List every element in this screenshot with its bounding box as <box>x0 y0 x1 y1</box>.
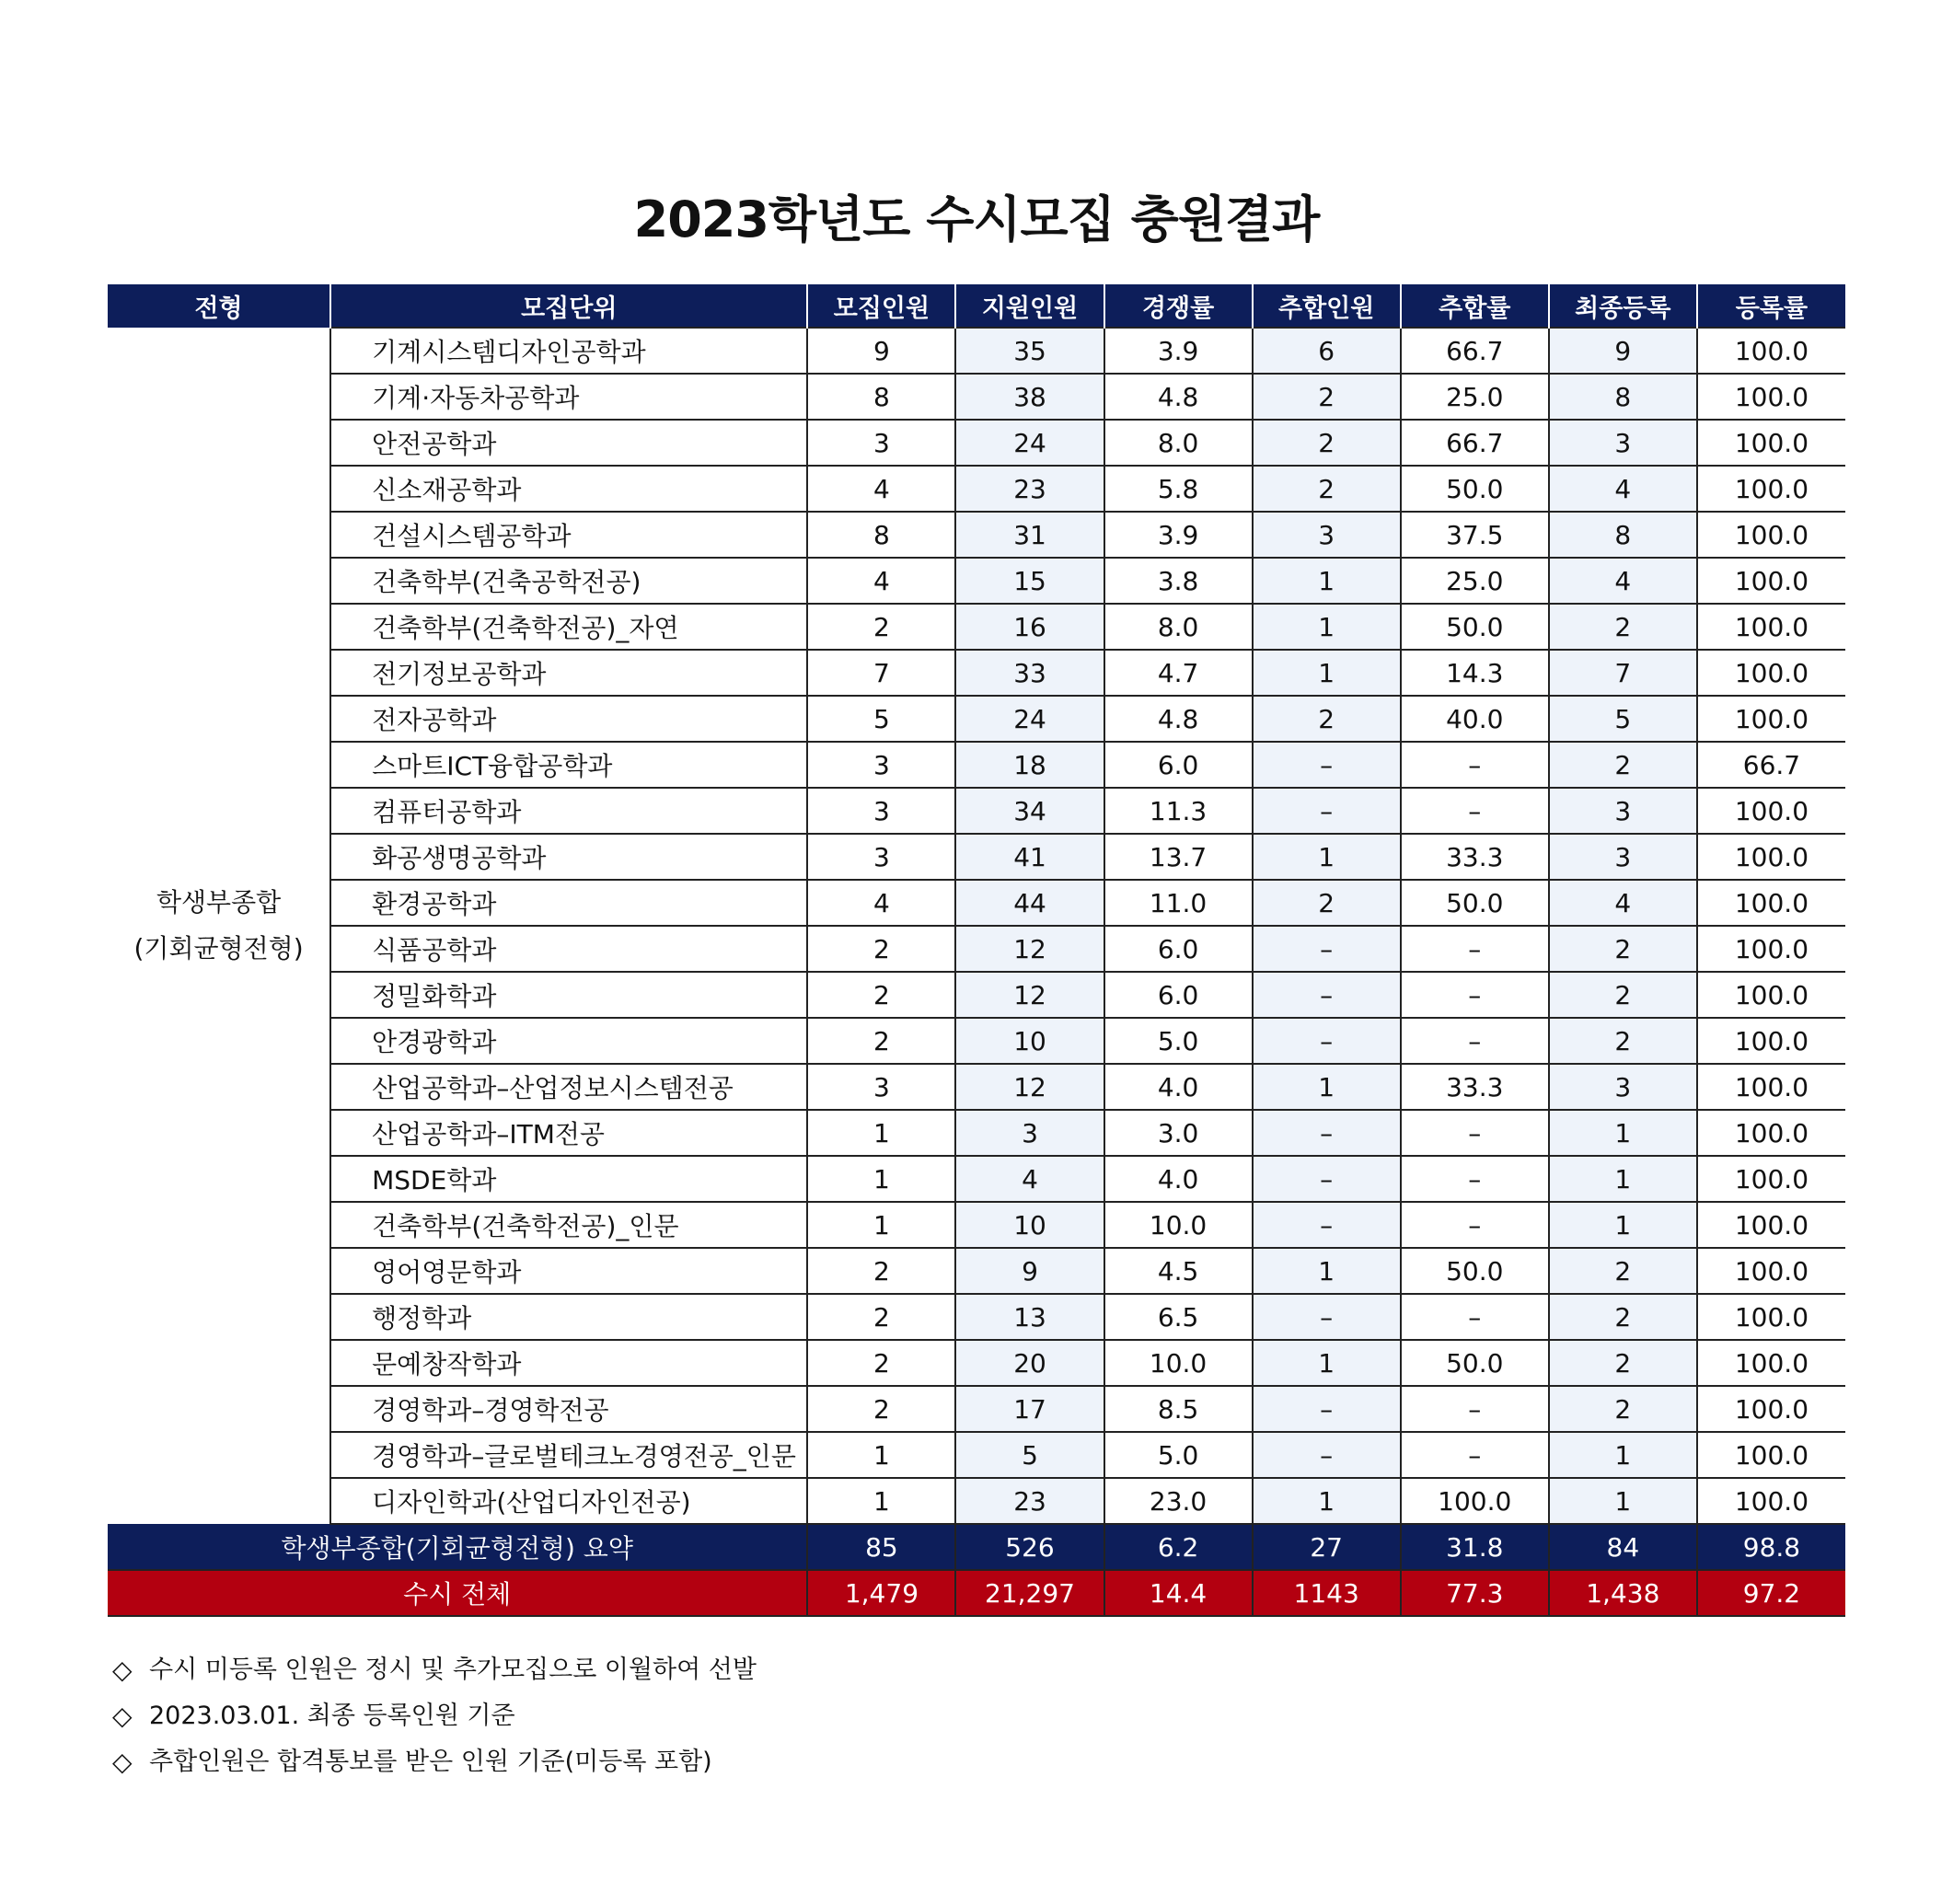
cell-registration-rate: 100.0 <box>1697 604 1845 650</box>
cell-additional: – <box>1253 1294 1401 1340</box>
cell-final: 3 <box>1549 788 1697 834</box>
cell-registration-rate: 100.0 <box>1697 788 1845 834</box>
total-row-cell: 1143 <box>1253 1570 1401 1616</box>
table-row <box>108 1386 1845 1432</box>
cell-quota: 1 <box>807 1156 955 1202</box>
cell-additional-rate: – <box>1401 1294 1549 1340</box>
table-row <box>108 972 1845 1018</box>
table-row <box>108 466 1845 512</box>
type-cell <box>108 328 330 1524</box>
cell-quota: 2 <box>807 1018 955 1064</box>
cell-additional: – <box>1253 742 1401 788</box>
cell-additional: 2 <box>1253 696 1401 742</box>
type-label-line1: 학생부종합 <box>156 887 282 917</box>
cell-registration-rate: 100.0 <box>1697 1432 1845 1478</box>
cell-applicants: 12 <box>955 926 1104 972</box>
cell-additional-rate: – <box>1401 1018 1549 1064</box>
cell-applicants: 38 <box>955 374 1104 420</box>
table-row <box>108 742 1845 788</box>
cell-additional: 1 <box>1253 1064 1401 1110</box>
cell-competition: 8.0 <box>1104 420 1253 466</box>
cell-unit: 정밀화학과 <box>330 972 807 1018</box>
cell-quota: 2 <box>807 1294 955 1340</box>
cell-quota: 1 <box>807 1478 955 1524</box>
cell-unit: 디자인학과(산업디자인전공) <box>330 1478 807 1524</box>
cell-applicants: 23 <box>955 466 1104 512</box>
note-item <box>112 1693 757 1739</box>
cell-additional-rate: 50.0 <box>1401 1340 1549 1386</box>
cell-quota: 2 <box>807 972 955 1018</box>
cell-applicants: 23 <box>955 1478 1104 1524</box>
cell-competition: 13.7 <box>1104 834 1253 880</box>
cell-quota: 4 <box>807 558 955 604</box>
cell-unit: 환경공학과 <box>330 880 807 926</box>
cell-final: 2 <box>1549 1386 1697 1432</box>
cell-competition: 3.9 <box>1104 512 1253 558</box>
cell-additional: 6 <box>1253 328 1401 374</box>
cell-quota: 8 <box>807 512 955 558</box>
header-additional-rate: 추합률 <box>1401 284 1549 328</box>
cell-competition: 5.0 <box>1104 1432 1253 1478</box>
cell-quota: 2 <box>807 1248 955 1294</box>
cell-quota: 1 <box>807 1110 955 1156</box>
table-row <box>108 834 1845 880</box>
table-row <box>108 1432 1845 1478</box>
cell-competition: 6.5 <box>1104 1294 1253 1340</box>
cell-additional-rate: – <box>1401 1110 1549 1156</box>
cell-additional-rate: 50.0 <box>1401 604 1549 650</box>
cell-additional: 1 <box>1253 1478 1401 1524</box>
cell-additional-rate: 50.0 <box>1401 880 1549 926</box>
cell-registration-rate: 100.0 <box>1697 558 1845 604</box>
cell-competition: 8.0 <box>1104 604 1253 650</box>
cell-quota: 3 <box>807 788 955 834</box>
table-row <box>108 788 1845 834</box>
cell-registration-rate: 100.0 <box>1697 1110 1845 1156</box>
cell-registration-rate: 100.0 <box>1697 1386 1845 1432</box>
cell-additional-rate: – <box>1401 972 1549 1018</box>
cell-unit: 전기정보공학과 <box>330 650 807 696</box>
cell-unit: 기계·자동차공학과 <box>330 374 807 420</box>
total-row-cell: 77.3 <box>1401 1570 1549 1616</box>
cell-final: 2 <box>1549 604 1697 650</box>
cell-final: 2 <box>1549 742 1697 788</box>
cell-applicants: 12 <box>955 972 1104 1018</box>
cell-additional-rate: 33.3 <box>1401 1064 1549 1110</box>
cell-additional: 2 <box>1253 466 1401 512</box>
cell-additional-rate: 25.0 <box>1401 558 1549 604</box>
cell-additional: – <box>1253 1202 1401 1248</box>
total-row-cell: 1,479 <box>807 1570 955 1616</box>
table-row <box>108 1340 1845 1386</box>
cell-competition: 4.0 <box>1104 1064 1253 1110</box>
cell-quota: 2 <box>807 926 955 972</box>
cell-additional: 1 <box>1253 1248 1401 1294</box>
cell-quota: 4 <box>807 880 955 926</box>
cell-quota: 9 <box>807 328 955 374</box>
cell-final: 7 <box>1549 650 1697 696</box>
cell-competition: 4.8 <box>1104 696 1253 742</box>
cell-competition: 23.0 <box>1104 1478 1253 1524</box>
table-row <box>108 1156 1845 1202</box>
total-row-cell: 1,438 <box>1549 1570 1697 1616</box>
cell-additional: – <box>1253 1018 1401 1064</box>
cell-final: 8 <box>1549 512 1697 558</box>
cell-competition: 5.0 <box>1104 1018 1253 1064</box>
cell-registration-rate: 100.0 <box>1697 1064 1845 1110</box>
cell-additional: – <box>1253 926 1401 972</box>
cell-quota: 2 <box>807 604 955 650</box>
cell-applicants: 33 <box>955 650 1104 696</box>
table-row <box>108 1248 1845 1294</box>
cell-final: 8 <box>1549 374 1697 420</box>
cell-final: 3 <box>1549 834 1697 880</box>
cell-quota: 2 <box>807 1340 955 1386</box>
summary-row-cell: 27 <box>1253 1524 1401 1570</box>
cell-applicants: 24 <box>955 420 1104 466</box>
cell-additional-rate: – <box>1401 742 1549 788</box>
cell-applicants: 10 <box>955 1202 1104 1248</box>
cell-additional-rate: 50.0 <box>1401 466 1549 512</box>
cell-applicants: 3 <box>955 1110 1104 1156</box>
total-row-label: 수시 전체 <box>108 1570 807 1616</box>
note-item <box>112 1647 757 1693</box>
cell-additional-rate: – <box>1401 1156 1549 1202</box>
cell-additional: 1 <box>1253 558 1401 604</box>
note-text: 추합인원은 합격통보를 받은 인원 기준(미등록 포함) <box>149 1748 712 1776</box>
header-type: 전형 <box>108 284 330 328</box>
cell-unit: 전자공학과 <box>330 696 807 742</box>
cell-registration-rate: 100.0 <box>1697 1202 1845 1248</box>
summary-row-cell: 526 <box>955 1524 1104 1570</box>
cell-applicants: 24 <box>955 696 1104 742</box>
cell-competition: 3.9 <box>1104 328 1253 374</box>
cell-unit: 안경광학과 <box>330 1018 807 1064</box>
diamond-icon: ◇ <box>112 1747 133 1777</box>
table-row <box>108 1478 1845 1524</box>
cell-registration-rate: 100.0 <box>1697 1294 1845 1340</box>
cell-unit: 경영학과–글로벌테크노경영전공_인문 <box>330 1432 807 1478</box>
summary-row-cell: 98.8 <box>1697 1524 1845 1570</box>
summary-row <box>108 1524 1845 1570</box>
cell-final: 1 <box>1549 1110 1697 1156</box>
cell-additional-rate: 40.0 <box>1401 696 1549 742</box>
cell-additional: 2 <box>1253 374 1401 420</box>
cell-additional-rate: 50.0 <box>1401 1248 1549 1294</box>
table-row <box>108 650 1845 696</box>
cell-quota: 3 <box>807 742 955 788</box>
table-row <box>108 1018 1845 1064</box>
cell-additional-rate: – <box>1401 1386 1549 1432</box>
cell-additional: 1 <box>1253 604 1401 650</box>
cell-unit: 산업공학과–산업정보시스템전공 <box>330 1064 807 1110</box>
cell-additional-rate: 100.0 <box>1401 1478 1549 1524</box>
header-quota: 모집인원 <box>807 284 955 328</box>
cell-applicants: 35 <box>955 328 1104 374</box>
cell-additional: – <box>1253 1156 1401 1202</box>
cell-competition: 4.5 <box>1104 1248 1253 1294</box>
cell-final: 2 <box>1549 1294 1697 1340</box>
table-body <box>108 328 1845 1616</box>
cell-quota: 3 <box>807 834 955 880</box>
table-row <box>108 1064 1845 1110</box>
cell-applicants: 41 <box>955 834 1104 880</box>
cell-quota: 1 <box>807 1432 955 1478</box>
cell-applicants: 12 <box>955 1064 1104 1110</box>
cell-additional: – <box>1253 972 1401 1018</box>
cell-competition: 3.0 <box>1104 1110 1253 1156</box>
cell-additional: – <box>1253 1386 1401 1432</box>
cell-competition: 6.0 <box>1104 742 1253 788</box>
cell-additional: 1 <box>1253 834 1401 880</box>
cell-competition: 11.3 <box>1104 788 1253 834</box>
cell-final: 2 <box>1549 926 1697 972</box>
cell-competition: 4.0 <box>1104 1156 1253 1202</box>
header-unit: 모집단위 <box>330 284 807 328</box>
cell-competition: 10.0 <box>1104 1202 1253 1248</box>
cell-applicants: 17 <box>955 1386 1104 1432</box>
note-text: 2023.03.01. 최종 등록인원 기준 <box>149 1702 515 1730</box>
cell-registration-rate: 100.0 <box>1697 650 1845 696</box>
cell-final: 1 <box>1549 1432 1697 1478</box>
cell-unit: MSDE학과 <box>330 1156 807 1202</box>
total-row-cell: 21,297 <box>955 1570 1104 1616</box>
cell-final: 2 <box>1549 1018 1697 1064</box>
cell-additional-rate: 66.7 <box>1401 328 1549 374</box>
cell-registration-rate: 100.0 <box>1697 972 1845 1018</box>
cell-quota: 5 <box>807 696 955 742</box>
cell-additional-rate: – <box>1401 1202 1549 1248</box>
cell-applicants: 20 <box>955 1340 1104 1386</box>
cell-registration-rate: 100.0 <box>1697 1478 1845 1524</box>
cell-competition: 4.7 <box>1104 650 1253 696</box>
cell-competition: 8.5 <box>1104 1386 1253 1432</box>
cell-quota: 2 <box>807 1386 955 1432</box>
total-row <box>108 1570 1845 1616</box>
table-row <box>108 1294 1845 1340</box>
cell-registration-rate: 100.0 <box>1697 696 1845 742</box>
cell-competition: 6.0 <box>1104 972 1253 1018</box>
cell-additional: 1 <box>1253 650 1401 696</box>
cell-unit: 산업공학과–ITM전공 <box>330 1110 807 1156</box>
cell-final: 3 <box>1549 420 1697 466</box>
cell-quota: 1 <box>807 1202 955 1248</box>
cell-unit: 컴퓨터공학과 <box>330 788 807 834</box>
cell-applicants: 18 <box>955 742 1104 788</box>
cell-applicants: 31 <box>955 512 1104 558</box>
cell-competition: 5.8 <box>1104 466 1253 512</box>
summary-row-cell: 6.2 <box>1104 1524 1253 1570</box>
cell-final: 1 <box>1549 1156 1697 1202</box>
cell-final: 9 <box>1549 328 1697 374</box>
cell-competition: 3.8 <box>1104 558 1253 604</box>
cell-quota: 7 <box>807 650 955 696</box>
summary-row-label: 학생부종합(기회균형전형) 요약 <box>108 1524 807 1570</box>
table-row <box>108 604 1845 650</box>
cell-applicants: 10 <box>955 1018 1104 1064</box>
notes <box>112 1647 757 1785</box>
cell-additional-rate: – <box>1401 788 1549 834</box>
table-row <box>108 926 1845 972</box>
header-competition: 경쟁률 <box>1104 284 1253 328</box>
cell-additional-rate: – <box>1401 926 1549 972</box>
table-row <box>108 558 1845 604</box>
summary-row-cell: 85 <box>807 1524 955 1570</box>
summary-row-cell: 84 <box>1549 1524 1697 1570</box>
total-row-cell: 14.4 <box>1104 1570 1253 1616</box>
cell-unit: 안전공학과 <box>330 420 807 466</box>
cell-unit: 식품공학과 <box>330 926 807 972</box>
diamond-icon: ◇ <box>112 1655 133 1685</box>
cell-unit: 건축학부(건축공학전공) <box>330 558 807 604</box>
cell-additional: 1 <box>1253 1340 1401 1386</box>
cell-applicants: 34 <box>955 788 1104 834</box>
cell-additional: 2 <box>1253 880 1401 926</box>
cell-competition: 11.0 <box>1104 880 1253 926</box>
cell-additional-rate: 33.3 <box>1401 834 1549 880</box>
cell-final: 2 <box>1549 1340 1697 1386</box>
note-item <box>112 1739 757 1785</box>
cell-applicants: 5 <box>955 1432 1104 1478</box>
cell-unit: 신소재공학과 <box>330 466 807 512</box>
cell-registration-rate: 100.0 <box>1697 374 1845 420</box>
cell-unit: 영어영문학과 <box>330 1248 807 1294</box>
type-label-line2: (기회균형전형) <box>133 933 304 964</box>
cell-registration-rate: 100.0 <box>1697 1248 1845 1294</box>
header-registration-rate: 등록률 <box>1697 284 1845 328</box>
table-row <box>108 880 1845 926</box>
header-applicants: 지원인원 <box>955 284 1104 328</box>
cell-additional-rate: 14.3 <box>1401 650 1549 696</box>
note-text: 수시 미등록 인원은 정시 및 추가모집으로 이월하여 선발 <box>149 1656 757 1684</box>
cell-additional: 2 <box>1253 420 1401 466</box>
cell-additional-rate: 66.7 <box>1401 420 1549 466</box>
cell-unit: 화공생명공학과 <box>330 834 807 880</box>
cell-applicants: 44 <box>955 880 1104 926</box>
cell-additional-rate: – <box>1401 1432 1549 1478</box>
total-row-cell: 97.2 <box>1697 1570 1845 1616</box>
cell-registration-rate: 100.0 <box>1697 1340 1845 1386</box>
table-row <box>108 1202 1845 1248</box>
cell-registration-rate: 100.0 <box>1697 1156 1845 1202</box>
cell-final: 2 <box>1549 972 1697 1018</box>
cell-applicants: 9 <box>955 1248 1104 1294</box>
summary-row-cell: 31.8 <box>1401 1524 1549 1570</box>
cell-registration-rate: 100.0 <box>1697 1018 1845 1064</box>
table-row <box>108 512 1845 558</box>
cell-final: 5 <box>1549 696 1697 742</box>
cell-quota: 3 <box>807 1064 955 1110</box>
cell-final: 2 <box>1549 1248 1697 1294</box>
cell-additional-rate: 25.0 <box>1401 374 1549 420</box>
cell-additional-rate: 37.5 <box>1401 512 1549 558</box>
cell-competition: 10.0 <box>1104 1340 1253 1386</box>
cell-registration-rate: 100.0 <box>1697 328 1845 374</box>
table-row <box>108 374 1845 420</box>
cell-quota: 3 <box>807 420 955 466</box>
cell-registration-rate: 100.0 <box>1697 834 1845 880</box>
table-row <box>108 1110 1845 1156</box>
cell-additional: – <box>1253 788 1401 834</box>
cell-registration-rate: 100.0 <box>1697 420 1845 466</box>
cell-applicants: 15 <box>955 558 1104 604</box>
cell-registration-rate: 100.0 <box>1697 512 1845 558</box>
cell-registration-rate: 100.0 <box>1697 926 1845 972</box>
diamond-icon: ◇ <box>112 1701 133 1731</box>
cell-applicants: 16 <box>955 604 1104 650</box>
cell-quota: 4 <box>807 466 955 512</box>
cell-registration-rate: 100.0 <box>1697 466 1845 512</box>
cell-registration-rate: 66.7 <box>1697 742 1845 788</box>
cell-unit: 경영학과–경영학전공 <box>330 1386 807 1432</box>
table-row <box>108 328 1845 374</box>
cell-additional: 3 <box>1253 512 1401 558</box>
cell-final: 4 <box>1549 466 1697 512</box>
cell-competition: 6.0 <box>1104 926 1253 972</box>
cell-unit: 스마트ICT융합공학과 <box>330 742 807 788</box>
cell-unit: 문예창작학과 <box>330 1340 807 1386</box>
cell-final: 1 <box>1549 1478 1697 1524</box>
cell-applicants: 13 <box>955 1294 1104 1340</box>
cell-applicants: 4 <box>955 1156 1104 1202</box>
header-final: 최종등록 <box>1549 284 1697 328</box>
cell-additional: – <box>1253 1432 1401 1478</box>
cell-quota: 8 <box>807 374 955 420</box>
cell-final: 1 <box>1549 1202 1697 1248</box>
cell-additional: – <box>1253 1110 1401 1156</box>
cell-unit: 건설시스템공학과 <box>330 512 807 558</box>
table-row <box>108 420 1845 466</box>
table-row <box>108 696 1845 742</box>
cell-final: 4 <box>1549 880 1697 926</box>
cell-unit: 기계시스템디자인공학과 <box>330 328 807 374</box>
results-table <box>108 284 1845 1617</box>
cell-final: 3 <box>1549 1064 1697 1110</box>
cell-final: 4 <box>1549 558 1697 604</box>
cell-registration-rate: 100.0 <box>1697 880 1845 926</box>
header-additional: 추합인원 <box>1253 284 1401 328</box>
cell-competition: 4.8 <box>1104 374 1253 420</box>
table-header-row <box>108 284 1845 328</box>
page-title: 2023학년도 수시모집 충원결과 <box>633 190 1320 248</box>
cell-unit: 행정학과 <box>330 1294 807 1340</box>
cell-unit: 건축학부(건축학전공)_인문 <box>330 1202 807 1248</box>
cell-unit: 건축학부(건축학전공)_자연 <box>330 604 807 650</box>
